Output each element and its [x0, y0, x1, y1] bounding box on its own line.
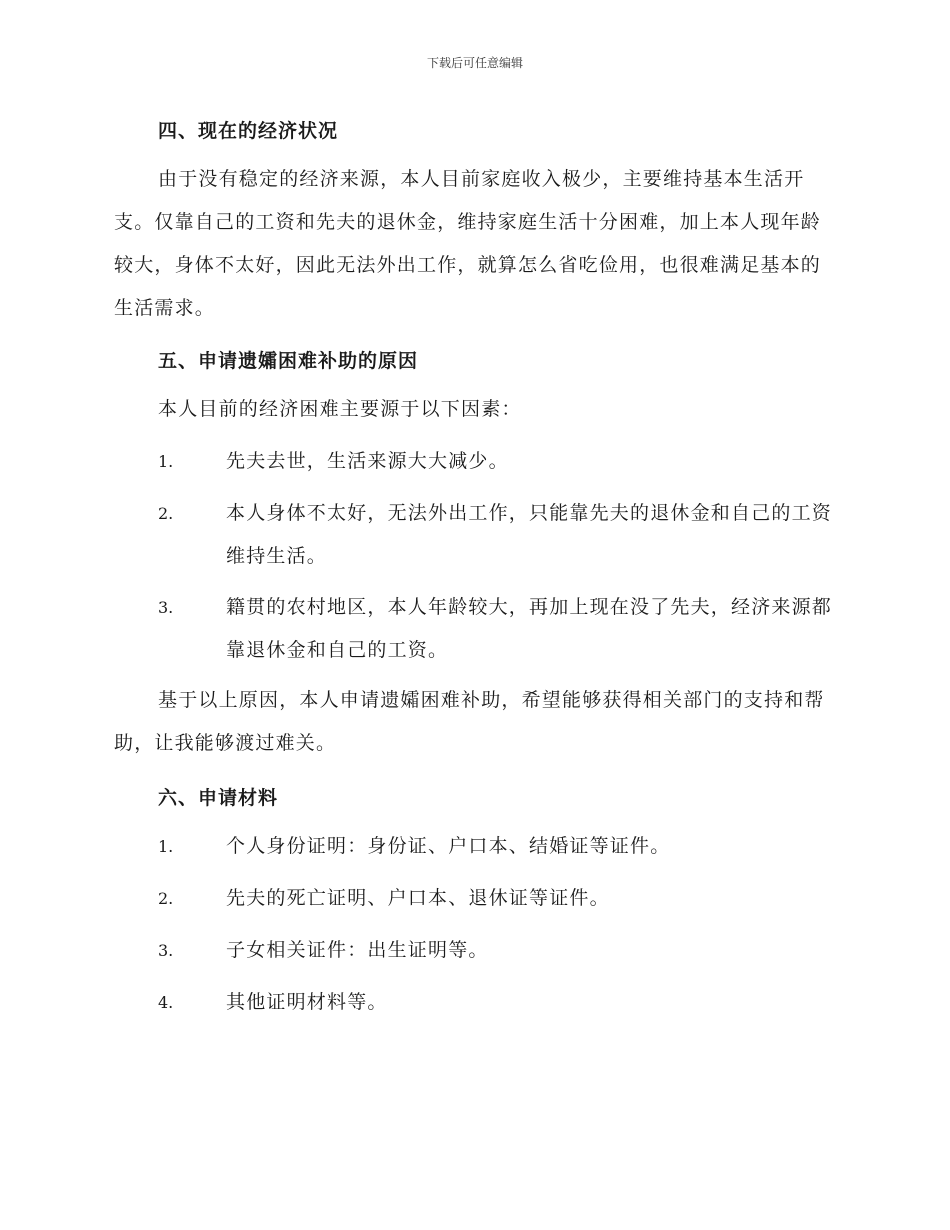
- reason-item-2: [114, 492, 836, 578]
- material-item-text: 先夫的死亡证明、户口本、退休证等证件。: [226, 887, 610, 909]
- material-item-number: 3.: [158, 941, 174, 960]
- material-item-3: [158, 929, 489, 972]
- material-item-number: 4.: [158, 993, 174, 1012]
- material-item-text: 个人身份证明：身份证、户口本、结婚证等证件。: [226, 835, 671, 857]
- section-4-paragraph: 由于没有稳定的经济来源，本人目前家庭收入极少，主要维持基本生活开支。仅靠自己的工资和先夫的退休金，维持家庭生活十分困难，加上本人现年龄较大，身体不太好，因此无法外出工作，就算怎么省吃俭用，也很难满足基本的生活需求。: [114, 168, 822, 319]
- reason-item-text: 先夫去世，生活来源大大减少。: [226, 450, 509, 472]
- material-item-text: 子女相关证件：出生证明等。: [226, 939, 489, 961]
- reason-item-1: [158, 440, 509, 483]
- material-item-number: 1.: [158, 837, 174, 856]
- reason-item-number: 2.: [158, 504, 174, 523]
- reason-item-number: 1.: [158, 452, 174, 471]
- material-item-text: 其他证明材料等。: [226, 991, 388, 1013]
- material-item-4: [158, 981, 388, 1024]
- reason-item-text: 本人身体不太好，无法外出工作，只能靠先夫的退休金和自己的工资维持生活。: [226, 502, 833, 567]
- material-item-number: 2.: [158, 889, 174, 908]
- page-header: 下载后可任意编辑: [426, 56, 523, 70]
- reason-item-number: 3.: [158, 598, 174, 617]
- section-5-intro: 本人目前的经济困难主要源于以下因素：: [158, 398, 522, 420]
- section-4-heading: 四、现在的经济状况: [158, 120, 339, 142]
- section-6-heading: 六、申请材料: [158, 787, 279, 809]
- section-5-heading: 五、申请遗孀困难补助的原因: [158, 350, 419, 372]
- material-item-2: [158, 877, 610, 920]
- section-5-conclusion: 基于以上原因，本人申请遗孀困难补助，希望能够获得相关部门的支持和帮助，让我能够渡过难关。: [114, 689, 825, 754]
- material-item-1: [158, 825, 670, 868]
- reason-item-text: 籍贯的农村地区，本人年龄较大，再加上现在没了先夫，经济来源都靠退休金和自己的工资。: [226, 596, 833, 661]
- reason-item-3: [114, 586, 836, 672]
